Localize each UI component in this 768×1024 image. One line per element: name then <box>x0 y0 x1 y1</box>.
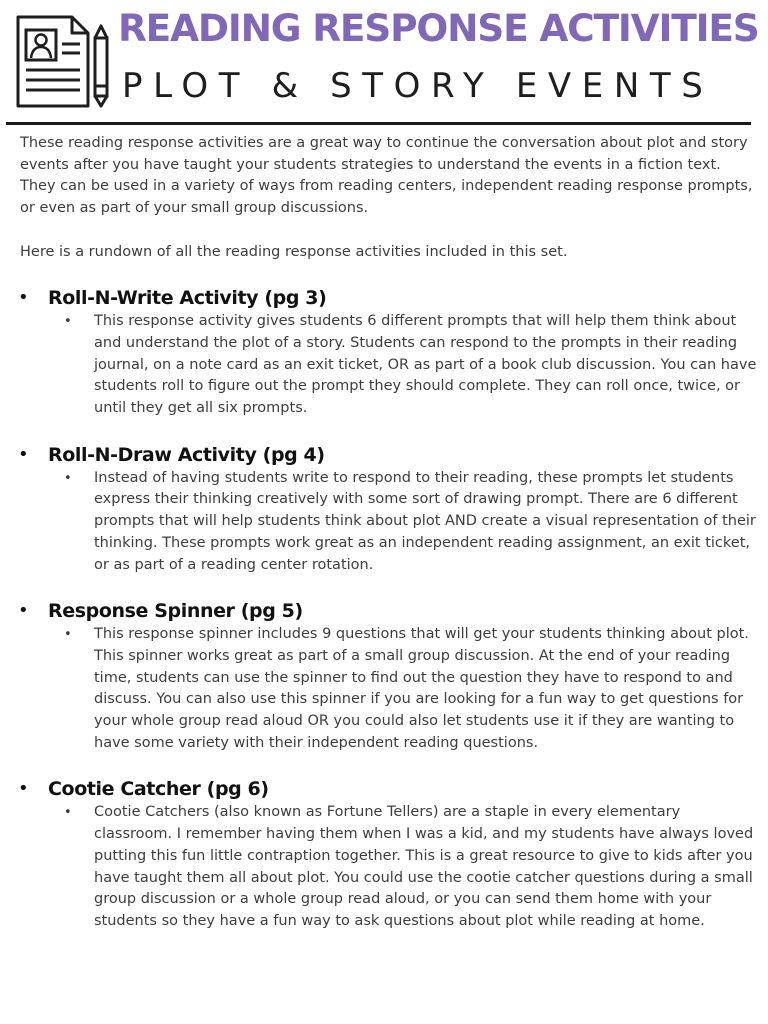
bullet-icon: • <box>64 627 72 643</box>
activity-description: Cootie Catchers (also known as Fortune Tellers) are a staple in every elementary classroom. I remember having them when I was a kid, and my students have always loved putting this fun little contraption together. This is a great resource to give to kids after you have taught them all about plot. You could use the cootie catcher questions during a small group discussion or a whole group read aloud, or you can send them home with your students so they have a fun way to ask questions about plot while reading at home. <box>94 804 754 929</box>
page-subtitle: PLOT & STORY EVENTS <box>122 66 714 106</box>
bullet-icon: • <box>18 778 29 800</box>
activity-heading <box>20 776 760 802</box>
activity-title: Roll-N-Write Activity (pg 3) <box>48 287 327 310</box>
activity-heading <box>20 442 760 468</box>
page-title: READING RESPONSE ACTIVITIES <box>118 6 759 50</box>
bullet-icon: • <box>18 443 29 465</box>
activity-heading <box>20 285 760 311</box>
bullet-icon: • <box>18 287 29 309</box>
activity-title: Response Spinner (pg 5) <box>48 600 303 623</box>
document-with-pencil-icon <box>14 14 114 110</box>
activity-cootie-catcher <box>20 776 760 932</box>
activity-description-item <box>20 802 760 932</box>
bullet-icon: • <box>64 805 72 821</box>
activity-description: This response activity gives students 6 different prompts that will help them think about and understand the plot of a story. Students can respond to the prompts in their reading journal, on a note card as an exit ticket, OR as part of a book club discussion. You can have students roll to figure out the prompt they should complete. They can roll once, twice, or until they get all six prompts. <box>94 313 757 417</box>
intro-paragraph: These reading response activities are a great way to continue the conversation about plot and story events after you have taught your students strategies to understand the events in a fiction text. They can be used in a variety of ways from reading centers, independent reading response prompts, or even as part of your small group discussions. <box>20 135 753 217</box>
activity-description-item <box>20 624 760 754</box>
activity-response-spinner <box>20 598 760 754</box>
document-body <box>20 133 760 933</box>
bullet-icon: • <box>18 600 29 622</box>
activity-description: This response spinner includes 9 questions that will get your students thinking about plot. This spinner works great as part of a small group discussion. At the end of your reading time, students can use the spinner to find out the question they have to respond to and discuss. You can also use this spinner if you are looking for a fun way to get questions for your whole group read aloud OR you could also let students use it if they are wanting to have some variety with their independent reading questions. <box>94 626 749 751</box>
activity-roll-n-draw <box>20 442 760 577</box>
activity-heading <box>20 598 760 624</box>
activity-description-item <box>20 311 760 420</box>
activity-description: Instead of having students write to respond to their reading, these prompts let students express their thinking creatively with some sort of drawing prompt. There are 6 different prompts that will help students think about plot AND create a visual representation of their thinking. These prompts work great as an independent reading assignment, an exit ticket, or as part of a reading center rotation. <box>94 469 756 573</box>
bullet-icon: • <box>64 314 72 330</box>
rundown-paragraph: Here is a rundown of all the reading response activities included in this set. <box>20 243 568 260</box>
activity-description-item <box>20 468 760 577</box>
activity-title: Cootie Catcher (pg 6) <box>48 778 269 801</box>
activity-title: Roll-N-Draw Activity (pg 4) <box>48 443 325 466</box>
header-divider <box>6 122 751 125</box>
page-header <box>0 0 768 128</box>
activity-roll-n-write <box>20 285 760 420</box>
bullet-icon: • <box>64 470 72 486</box>
